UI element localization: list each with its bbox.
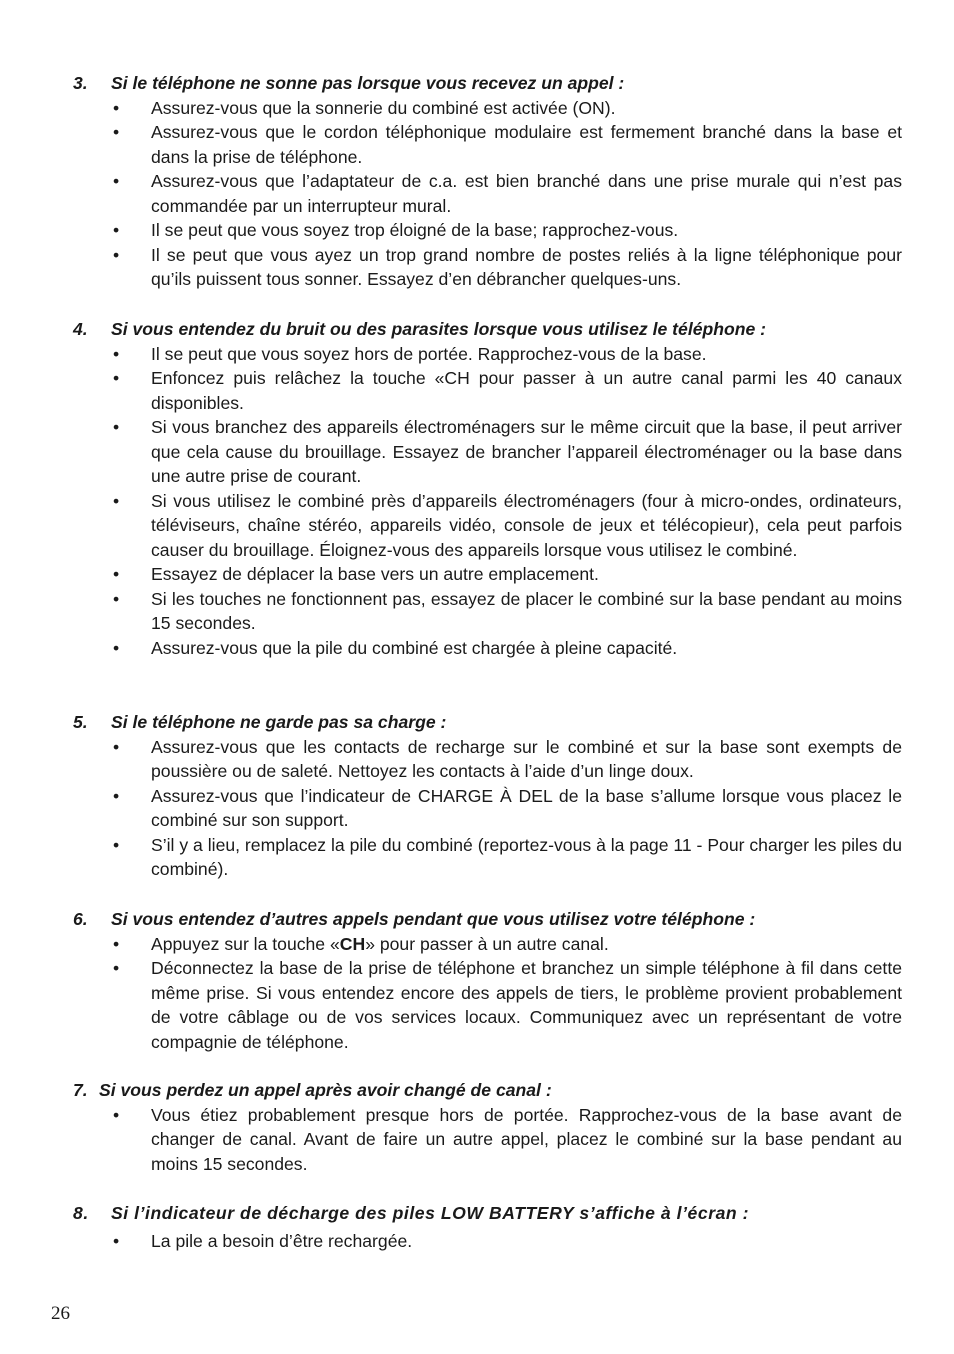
section-number: 4.: [73, 319, 88, 339]
bullet-text: Il se peut que vous soyez hors de portée. Rapprochez-vous de la base.: [151, 343, 707, 364]
ch-key-label: CH: [339, 933, 366, 954]
bullet-item: [0, 169, 902, 218]
bullet-marker: •: [113, 417, 120, 437]
bullet-marker: •: [113, 637, 120, 658]
bullet-text: Il se peut que vous soyez trop éloigné de la base; rapprochez-vous.: [151, 220, 679, 240]
bullet-item: [0, 366, 902, 415]
section-title: Si le téléphone ne garde pas sa charge :: [111, 712, 447, 732]
bullet-marker: •: [113, 564, 120, 584]
section-title: Si vous entendez du bruit ou des parasites lorsque vous utilisez le téléphone :: [111, 319, 767, 339]
bullet-item: [0, 1229, 902, 1254]
bullet-marker: •: [113, 368, 120, 388]
bullet-list: [0, 96, 954, 292]
bullet-list: [0, 342, 954, 661]
section-title: Si vous entendez d’autres appels pendant que vous utilisez votre téléphone :: [111, 909, 756, 929]
bullet-text-after: » pour passer à un autre canal.: [365, 933, 609, 954]
bullet-item: [0, 587, 902, 636]
bullet-item: [0, 956, 902, 1054]
section-heading: [73, 907, 755, 932]
bullet-text-before: Appuyez sur la touche «: [151, 933, 340, 954]
bullet-marker: •: [113, 343, 120, 364]
bullet-item: [0, 96, 902, 121]
section-number: 3.: [73, 73, 88, 93]
section-number: 6.: [73, 909, 88, 929]
bullet-marker: •: [113, 933, 120, 954]
bullet-marker: •: [113, 785, 120, 806]
section-number: 8.: [73, 1203, 89, 1223]
bullet-text: Déconnectez la base de la prise de téléphone et branchez un simple téléphone à fil dans cette même prise. Si vous entendez encore des appels de tiers, le problème provient probablement de votre câblage ou de vos services locaux. Communiquez avec un représentant de votre compagnie de téléphone.: [151, 958, 902, 1052]
section-title: Si l’indicateur de décharge des piles LOW BATTERY s’affiche à l’écran :: [111, 1203, 750, 1223]
bullet-item: [0, 120, 902, 169]
bullet-marker: •: [113, 220, 120, 240]
bullet-item: [0, 636, 902, 661]
bullet-text: Assurez-vous que la sonnerie du combiné est activée (ON).: [151, 97, 616, 118]
bullet-marker: •: [113, 958, 120, 978]
bullet-marker: •: [113, 588, 120, 609]
bullet-marker: •: [113, 1104, 120, 1125]
bullet-marker: •: [113, 736, 120, 757]
bullet-marker: •: [113, 1231, 120, 1251]
bullet-list: [0, 735, 954, 882]
section-heading: [73, 1078, 552, 1103]
bullet-marker: •: [113, 171, 120, 191]
bullet-text: Essayez de déplacer la base vers un autre emplacement.: [151, 564, 599, 584]
bullet-text: Assurez-vous que les contacts de recharge sur le combiné et sur la base sont exempts de poussière ou de saleté. Nettoyez les contacts à l’aide d’un linge doux.: [151, 736, 902, 781]
bullet-text: Si les touches ne fonctionnent pas, essayez de placer le combiné sur la base pendant au moins 15 secondes.: [151, 588, 902, 633]
bullet-item: [0, 562, 902, 587]
bullet-item: [0, 1103, 902, 1177]
section-title: Si vous perdez un appel après avoir changé de canal :: [99, 1080, 552, 1100]
bullet-list: [0, 932, 954, 1055]
bullet-item: [0, 218, 902, 243]
bullet-marker: •: [113, 122, 120, 142]
section-heading: [73, 71, 624, 96]
section-title: Si le téléphone ne sonne pas lorsque vous recevez un appel :: [111, 73, 625, 93]
bullet-item: [0, 833, 902, 882]
section-number: 5.: [73, 712, 88, 732]
bullet-list: [0, 1103, 954, 1177]
bullet-item: [0, 243, 902, 292]
bullet-item: [0, 784, 902, 833]
bullet-marker: •: [113, 490, 120, 511]
section-heading: [73, 710, 446, 735]
bullet-text: Assurez-vous que la pile du combiné est chargée à pleine capacité.: [151, 637, 678, 658]
bullet-marker: •: [113, 97, 120, 118]
bullet-text: S’il y a lieu, remplacez la pile du combiné (reportez-vous à la page 11 - Pour charger les piles du combiné).: [151, 834, 902, 879]
bullet-marker: •: [113, 244, 120, 265]
section-heading: [73, 317, 766, 342]
bullet-text: Il se peut que vous ayez un trop grand nombre de postes reliés à la ligne téléphonique pour qu’ils puissent tous sonner. Essayez d’en débrancher quelques-uns.: [151, 244, 902, 289]
bullet-text: La pile a besoin d’être rechargée.: [151, 1231, 413, 1251]
bullet-item: [0, 735, 902, 784]
section-number: 7.: [73, 1080, 88, 1100]
bullet-item: [0, 342, 902, 367]
bullet-list: [0, 1229, 954, 1254]
page-number: 26: [51, 1303, 70, 1324]
bullet-text: Si vous utilisez le combiné près d’appareils électroménagers (four à micro-ondes, ordinateurs, téléviseurs, chaîne stéréo, appareils vidéo, console de jeux et télécopieur), cela peut parfois causer du brouillage. Éloignez-vous des appareils lorsque vous utilisez le combiné.: [151, 490, 902, 560]
bullet-text: Assurez-vous que le cordon téléphonique modulaire est fermement branché dans la base et dans la prise de téléphone.: [151, 122, 902, 167]
bullet-text: Si vous branchez des appareils électroménagers sur le même circuit que la base, il peut arriver que cela cause du brouillage. Essayez de brancher l’appareil électroménager ou la base dans une autre prise de courant.: [151, 417, 902, 486]
bullet-text: Assurez-vous que l’indicateur de CHARGE À DEL de la base s’allume lorsque vous placez le combiné sur son support.: [151, 785, 902, 830]
bullet-marker: •: [113, 834, 120, 855]
bullet-item: [0, 932, 902, 957]
bullet-item: [0, 489, 902, 563]
bullet-text: Enfoncez puis relâchez la touche «CH pour passer à un autre canal parmi les 40 canaux disponibles.: [151, 368, 902, 413]
bullet-item: [0, 415, 902, 489]
section-heading: [73, 1201, 749, 1226]
bullet-text: Assurez-vous que l’adaptateur de c.a. est bien branché dans une prise murale qui n’est pas commandée par un interrupteur mural.: [151, 171, 902, 216]
bullet-text: Vous étiez probablement presque hors de portée. Rapprochez-vous de la base avant de changer de canal. Avant de faire un autre appel, placez le combiné sur la base pendant au moins 15 secondes.: [151, 1104, 902, 1174]
